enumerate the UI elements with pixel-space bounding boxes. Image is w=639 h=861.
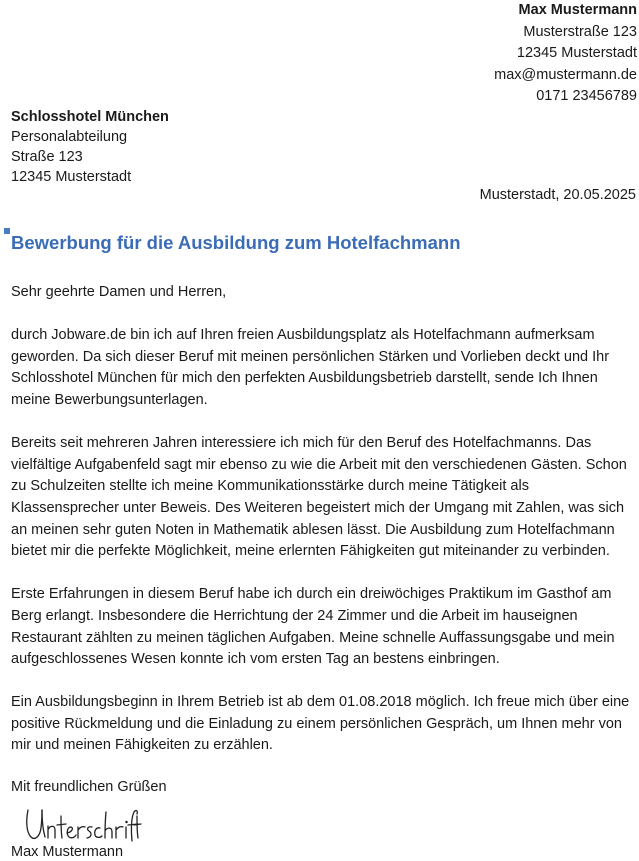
body-paragraph-2: Bereits seit mehreren Jahren interessiere ich mich für den Beruf des Hotelfachmanns. Das vielfältige Aufgabenfeld sagt mir ebenso zu wie die Arbeit mit den verschiedenen Gästen. Schon zu Schulzeiten stellte ich meine Kommunikationsstärke durch meine Tätigkeit als Klassensprecher unter Beweis. Des Weiteren begeistert mich der Umgang mit Zahlen, was sich an meinen sehr guten Noten in Mathematik ablesen lässt. Die Ausbildung zum Hotelfachmann bietet mir die perfekte Möglichkeit, meine erlernten Fähigkeiten gut miteinander zu verbinden.	[11, 435, 627, 560]
recipient-department: Personalabteilung	[11, 129, 128, 145]
sender-email: max@mustermann.de	[494, 66, 637, 83]
salutation: Sehr geehrte Damen und Herren,	[11, 284, 227, 300]
sender-name: Max Mustermann	[518, 2, 637, 18]
sender-address-block	[494, 0, 637, 108]
letter-body	[11, 282, 636, 779]
body-paragraph-3: Erste Erfahrungen in diesem Beruf habe ich durch ein dreiwöchiges Praktikum im Gasthof am Berg erlangt. Insbesondere die Herrichtung der 24 Zimmer und die Arbeit im hauseignen Restaurant zählten zu meinen täglichen Aufgaben. Meine schnelle Auffassungsgabe und mein aufgeschlossenes Wesen konnte ich vom ersten Tag an bestens einbringen.	[11, 586, 615, 668]
recipient-address-block	[11, 107, 169, 187]
date-line: Musterstadt, 20.05.2025	[479, 187, 636, 203]
recipient-company: Schlosshotel München	[11, 109, 169, 125]
body-paragraph-1: durch Jobware.de bin ich auf Ihren freien Ausbildungsplatz als Hotelfachmann aufmerksam geworden. Da sich dieser Beruf mit meinen persönlichen Stärken und Vorlieben deckt und Ihr Schlosshotel München für mich den perfekten Ausbildungsbetrieb darstellt, sende Ich Ihnen meine Bewerbungsunterlagen.	[11, 327, 610, 408]
recipient-city: 12345 Musterstadt	[11, 169, 132, 185]
sender-street: Musterstraße 123	[523, 23, 637, 40]
signer-name: Max Mustermann	[11, 844, 124, 860]
subject-heading: Bewerbung für die Ausbildung zum Hotelfachmann	[11, 232, 461, 253]
closing-phrase: Mit freundlichen Grüßen	[11, 779, 167, 795]
sender-city: 12345 Musterstadt	[516, 45, 637, 62]
sender-phone: 0171 23456789	[536, 88, 637, 105]
subject-accent-marker	[4, 228, 10, 234]
recipient-street: Straße 123	[11, 149, 83, 165]
body-paragraph-4: Ein Ausbildungsbeginn in Ihrem Betrieb ist ab dem 01.08.2018 möglich. Ich freue mich über eine positive Rückmeldung und die Einladung zu einem persönlichen Gespräch, um Ihnen mehr von mir und meinen Fähigkeiten zu erzählen.	[11, 694, 630, 754]
handwritten-signature	[22, 806, 142, 844]
